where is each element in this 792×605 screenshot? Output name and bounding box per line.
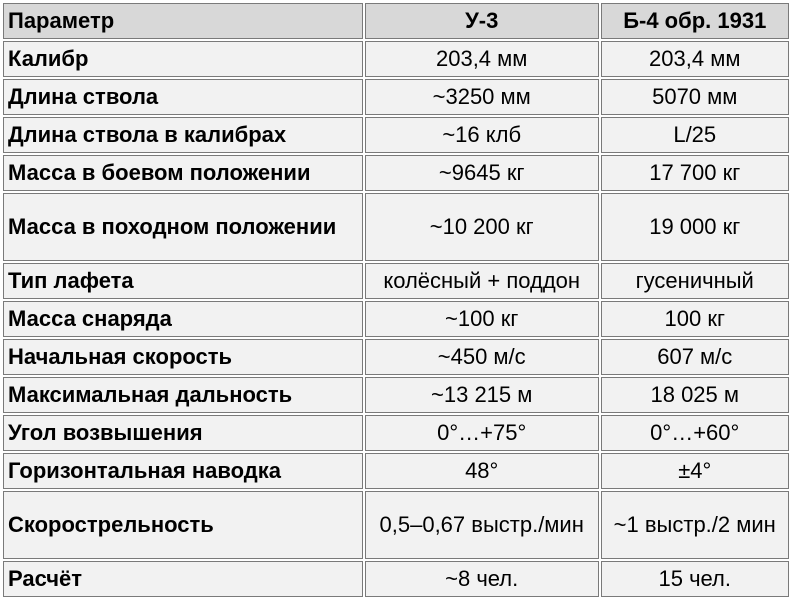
param-cell: Тип лафета bbox=[3, 263, 363, 299]
param-cell: Расчёт bbox=[3, 561, 363, 597]
u3-value-cell: 0,5–0,67 выстр./мин bbox=[365, 491, 599, 559]
u3-value-cell: ~9645 кг bbox=[365, 155, 599, 191]
u3-value-cell: ~100 кг bbox=[365, 301, 599, 337]
comparison-table bbox=[1, 1, 791, 599]
u3-value-cell: ~3250 мм bbox=[365, 79, 599, 115]
u3-value-cell: ~450 м/с bbox=[365, 339, 599, 375]
table-row bbox=[3, 79, 789, 115]
b4-value-cell: 203,4 мм bbox=[601, 41, 790, 77]
param-cell: Масса в походном положении bbox=[3, 193, 363, 261]
u3-value-cell: 203,4 мм bbox=[365, 41, 599, 77]
b4-value-cell: ±4° bbox=[601, 453, 790, 489]
header-u3: У-3 bbox=[365, 3, 599, 39]
header-b4: Б-4 обр. 1931 bbox=[601, 3, 790, 39]
param-cell: Масса снаряда bbox=[3, 301, 363, 337]
table-row bbox=[3, 117, 789, 153]
param-cell: Скорострельность bbox=[3, 491, 363, 559]
table-row bbox=[3, 415, 789, 451]
header-param: Параметр bbox=[3, 3, 363, 39]
b4-value-cell: L/25 bbox=[601, 117, 790, 153]
b4-value-cell: 19 000 кг bbox=[601, 193, 790, 261]
param-cell: Горизонтальная наводка bbox=[3, 453, 363, 489]
b4-value-cell: 5070 мм bbox=[601, 79, 790, 115]
param-cell: Максимальная дальность bbox=[3, 377, 363, 413]
b4-value-cell: ~1 выстр./2 мин bbox=[601, 491, 790, 559]
param-cell: Начальная скорость bbox=[3, 339, 363, 375]
param-cell: Калибр bbox=[3, 41, 363, 77]
b4-value-cell: 0°…+60° bbox=[601, 415, 790, 451]
u3-value-cell: 48° bbox=[365, 453, 599, 489]
table-row bbox=[3, 377, 789, 413]
header-row bbox=[3, 3, 789, 39]
b4-value-cell: 100 кг bbox=[601, 301, 790, 337]
table-row bbox=[3, 453, 789, 489]
table-row bbox=[3, 263, 789, 299]
u3-value-cell: 0°…+75° bbox=[365, 415, 599, 451]
b4-value-cell: 17 700 кг bbox=[601, 155, 790, 191]
u3-value-cell: ~13 215 м bbox=[365, 377, 599, 413]
table-row bbox=[3, 301, 789, 337]
b4-value-cell: 607 м/с bbox=[601, 339, 790, 375]
table-row bbox=[3, 155, 789, 191]
u3-value-cell: ~16 клб bbox=[365, 117, 599, 153]
b4-value-cell: гусеничный bbox=[601, 263, 790, 299]
table-row bbox=[3, 491, 789, 559]
param-cell: Длина ствола bbox=[3, 79, 363, 115]
u3-value-cell: ~10 200 кг bbox=[365, 193, 599, 261]
table-row bbox=[3, 193, 789, 261]
u3-value-cell: колёсный + поддон bbox=[365, 263, 599, 299]
table-row bbox=[3, 561, 789, 597]
param-cell: Угол возвышения bbox=[3, 415, 363, 451]
b4-value-cell: 15 чел. bbox=[601, 561, 790, 597]
param-cell: Масса в боевом положении bbox=[3, 155, 363, 191]
param-cell: Длина ствола в калибрах bbox=[3, 117, 363, 153]
table-row bbox=[3, 339, 789, 375]
table-row bbox=[3, 41, 789, 77]
b4-value-cell: 18 025 м bbox=[601, 377, 790, 413]
u3-value-cell: ~8 чел. bbox=[365, 561, 599, 597]
